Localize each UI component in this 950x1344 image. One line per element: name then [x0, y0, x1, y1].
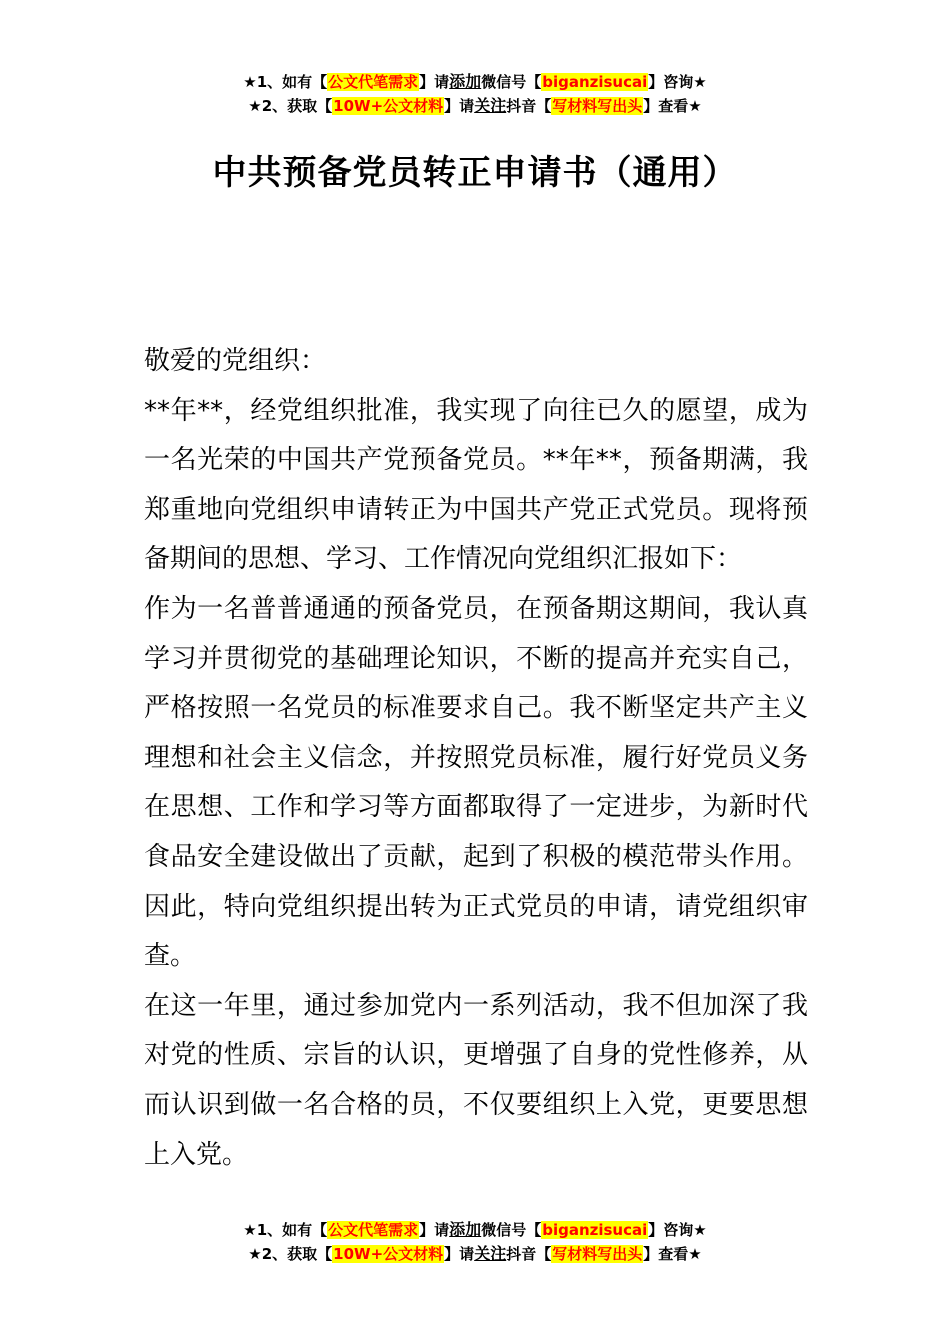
star-icon: ★	[693, 1221, 707, 1239]
promo-highlight: 10W+公文材料	[333, 97, 444, 115]
body-paragraph: **年**，经党组织批准，我实现了向往已久的愿望，成为一名光荣的中国共产党预备党员。**年**，预备期满，我郑重地向党组织申请转正为中国共产党正式党员。现将预备期间的思想、学习、工作情况向党组织汇报如下：	[144, 395, 808, 575]
wechat-id-highlight: biganzisucai	[542, 73, 648, 91]
salutation: 敬爱的党组织：	[144, 346, 327, 376]
promo-line-1	[0, 1218, 950, 1242]
promo-text: 1、如有【	[256, 73, 328, 91]
promo-text: 微信号【	[481, 1221, 542, 1239]
document-body	[144, 337, 808, 1180]
document-title: 中共预备党员转正申请书（通用）	[212, 153, 738, 193]
promo-text: 微信号【	[481, 73, 542, 91]
promo-text: 】咨询	[648, 73, 694, 91]
promo-emphasis: 添加	[449, 1220, 482, 1239]
promo-highlight: 公文代笔需求	[328, 73, 419, 91]
promo-text: 2、获取【	[261, 1245, 333, 1263]
promo-banner-bottom	[0, 1218, 950, 1266]
promo-text: 】请	[444, 1245, 475, 1263]
star-icon: ★	[688, 1245, 702, 1263]
promo-highlight: 10W+公文材料	[333, 1245, 444, 1263]
promo-text: 】咨询	[648, 1221, 694, 1239]
promo-emphasis: 添加	[449, 72, 482, 91]
promo-line-2	[0, 1242, 950, 1266]
body-paragraph: 在这一年里，通过参加党内一系列活动，我不但加深了我对党的性质、宗旨的认识，更增强了自身的党性修养，从而认识到做一名合格的员，不仅要组织上入党，更要思想上入党。	[144, 990, 808, 1170]
promo-text: 1、如有【	[256, 1221, 328, 1239]
promo-text: 2、获取【	[261, 97, 333, 115]
body-paragraph: 作为一名普普通通的预备党员，在预备期这期间，我认真学习并贯彻党的基础理论知识，不断的提高并充实自己，严格按照一名党员的标准要求自己。我不断坚定共产主义理想和社会主义信念，并按照党员标准，履行好党员义务在思想、工作和学习等方面都取得了一定进步，为新时代食品安全建设做出了贡献，起到了积极的模范带头作用。因此，特向党组织提出转为正式党员的申请，请党组织审查。	[144, 593, 808, 972]
promo-text: 】查看	[643, 97, 689, 115]
promo-emphasis: 关注	[474, 96, 507, 115]
promo-line-1	[0, 70, 950, 94]
star-icon: ★	[693, 73, 707, 91]
promo-text: 】请	[419, 73, 450, 91]
promo-highlight: 公文代笔需求	[328, 1221, 419, 1239]
promo-text: 抖音【	[506, 97, 552, 115]
promo-line-2	[0, 94, 950, 118]
star-icon: ★	[248, 1245, 262, 1263]
star-icon: ★	[688, 97, 702, 115]
wechat-id-highlight: biganzisucai	[542, 1221, 648, 1239]
star-icon: ★	[243, 73, 257, 91]
promo-text: 抖音【	[506, 1245, 552, 1263]
promo-text: 】请	[444, 97, 475, 115]
douyin-id-highlight: 写材料写出头	[552, 1245, 643, 1263]
promo-banner-top	[0, 70, 950, 118]
promo-text: 】请	[419, 1221, 450, 1239]
star-icon: ★	[243, 1221, 257, 1239]
promo-emphasis: 关注	[474, 1244, 507, 1263]
star-icon: ★	[248, 97, 262, 115]
promo-text: 】查看	[643, 1245, 689, 1263]
douyin-id-highlight: 写材料写出头	[552, 97, 643, 115]
